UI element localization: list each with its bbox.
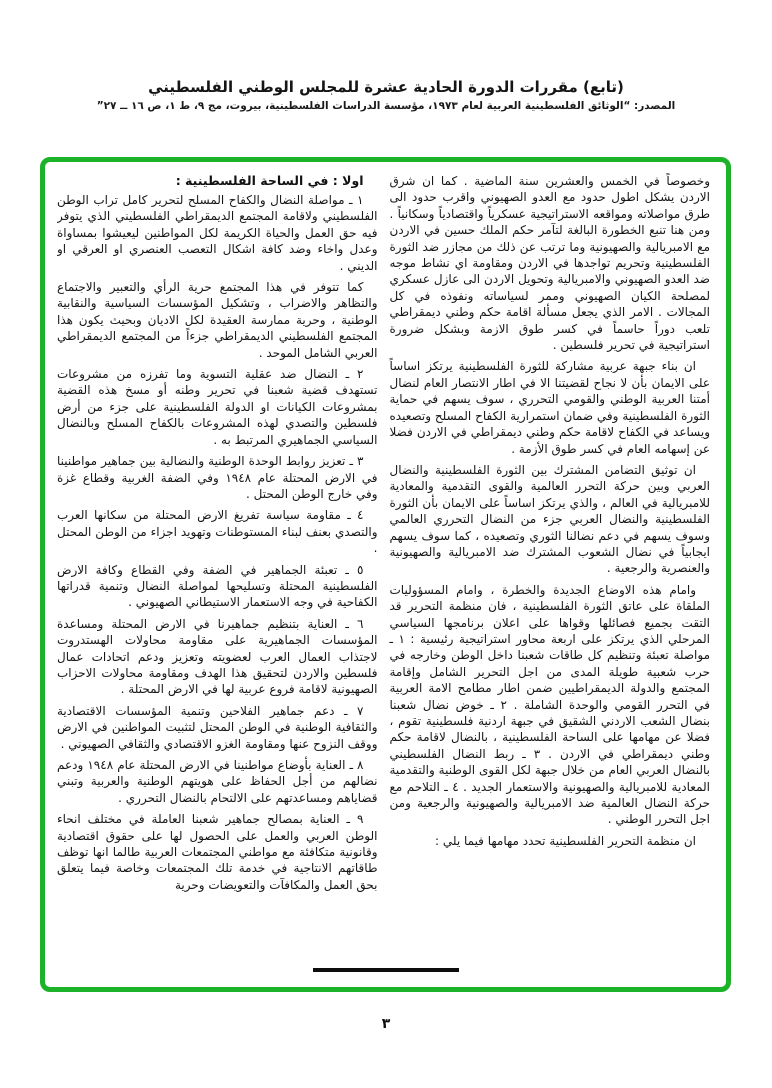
paragraph: وخصوصاً في الخمس والعشرين سنة الماضية . كما ان شرق الاردن يشكل اطول حدود مع العدو الصهيوني واقرب حدود الى طرق مواصلاته ومواقعه الاستراتيجية عسكرياً واقتصادياً وسكانياً . ومن هنا تنبع الخطورة البالغة لتآمر حكم الملك حسين في الاردن مع الامبريالية والصهيونية وما ترتب عن ذلك من مجازر ضد الثورة الفلسطينية وتحريم تواجدها في الاردن ومقاومة اي نشاط موجه ضد العدو الصهيوني والامبريالية وتحويل الاردن الى عازل عسكري لمصلحة الكيان الصهيوني وممر لسياساته ونفوذه في كل المجالات . الامر الذي يجعل مسألة اقامة حكم وطني ديمقراطي تلعب دوراً حاسماً في كسر طوق الازمة وبشكل ضرورة استراتيجية في تحرير فلسطين . [389,174,710,353]
page-header [0,78,772,112]
column-left [57,173,378,949]
paragraph: كما تتوفر في هذا المجتمع حرية الرأي والتعبير والاجتماع والتظاهر والاضراب ، وتشكيل المؤسسات السياسية والنقابية الوطنية ، وحرية ممارسة العقيدة لكل الاديان وبحيث يكون هذا المجتمع الفلسطيني الديمقراطي جزءاً من المجتمع الديمقراطي العربي الشامل الموحد . [57,280,378,360]
page-number: ٣ [381,1016,391,1032]
column-right [390,173,711,949]
list-item: ٩ ـ العناية بمصالح جماهير شعبنا العاملة في مختلف انحاء الوطن العربي والعمل على الحصول لها على حقوق اقتصادية وقانونية متكافئة مع مواطني المجتمعات العربية طالما انها توظف طاقاتهم الانتاجية في خدمة تلك المجتمعات وخاصة فيما يتعلق بحق العمل والمكافآت والتعويضات وحرية [57,812,378,892]
list-item: ٨ ـ العناية بأوضاع مواطنينا في الارض المحتلة عام ١٩٤٨ ودعم نضالهم من أجل الحفاظ على هويتهم الوطنية والعربية وتبني قضاياهم ومساعدتهم على الالتحام بالنضال التحرري . [57,758,378,805]
paragraph: ان بناء جبهة عربية مشاركة للثورة الفلسطينية يرتكز اساساً على الايمان بأن لا نجاح لقضيتنا الا في اطار الانتصار العام لنضال أمتنا العربية الوطني والقومي التحرري ، سوف يسهم في حماية الثورة الفلسطينية وفي ضمان استمرارية الكفاح المسلح وتصعيده ويساعد في الكفاح لاقامة حكم وطني ديمقراطي في الاردن فضلا عن إسهامه العام في كسر طوق الأزمة . [389,359,710,456]
text-columns [57,173,710,949]
list-item: ٥ ـ تعبئة الجماهير في الضفة وفي القطاع وكافة الارض الفلسطينية المحتلة وتسليحها لمواصلة النضال وتنمية قدراتها الكفاحية في وجه الاستعمار الاستيطاني الصهيوني . [57,562,378,610]
page-title: (تابع) مقررات الدورة الحادية عشرة للمجلس الوطني الفلسطيني [148,78,624,96]
list-item: ٤ ـ مقاومة سياسة تفريغ الارض المحتلة من سكانها العرب والتصدي بعنف لبناء المستوطنات وتهويد اجزاء من الوطن المحتل . [57,508,378,556]
source-citation: المصدر: “الوثائق الفلسطينية العربية لعام ١٩٧٣، مؤسسة الدراسات الفلسطينية، بيروت، مج ٩، ط ١، ص ١٦ ــ ٢٧” [96,100,676,112]
paragraph: ان توثيق التضامن المشترك بين الثورة الفلسطينية والنضال العربي وبين حركة التحرر العالمية والقوى التقدمية والمعادية للامبريالية في العالم ، والذي يرتكز اساساً على الايمان بأن الثورة الفلسطينية والنضال العربي جزء من النضال التحرري العالمي وسوف يسهم في دعم نضالنا الثوري وتصعيده ، كما سوف يسهم ايجابياً في نضال الشعوب المشترك ضد الامبريالية والصهيونية والعنصرية والرجعية . [389,462,710,576]
list-item: ٣ ـ تعزيز روابط الوحدة الوطنية والنضالية بين جماهير مواطنينا في الارض المحتلة عام ١٩٤٨ وفي الضفة الغربية وقطاع غزة وفي خارج الوطن المحتل . [57,454,378,501]
list-item: ٧ ـ دعم جماهير الفلاحين وتنمية المؤسسات الاقتصادية والثقافية الوطنية في الوطن المحتل لتثبيت المواطنين في الارض ووقف النزوح عنها ومقاومة الغزو الاقتصادي والثقافي الصهيوني . [57,703,378,751]
list-item: ٢ ـ النضال ضد عقلية التسوية وما تفرزه من مشروعات تستهدف قضية شعبنا في تحرير وطنه أو مسخ هذه القضية بمشروعات الكيانات او الدولة الفلسطينية على جزء من أرض فلسطين والتصدي لهذه المشروعات بالكفاح المسلح وبالنضال السياسي الجماهيري المرتبط به . [57,367,378,447]
paragraph: ان منظمة التحرير الفلسطينية تحدد مهامها فيما يلي : [434,833,696,848]
document-border-box [40,157,731,992]
section-heading: اولا : في الساحة الفلسطينية : [175,173,364,188]
list-item: ١ ـ مواصلة النضال والكفاح المسلح لتحرير كامل تراب الوطن الفلسطيني ولاقامة المجتمع الديمقراطي الفلسطيني الذي يتوفر فيه حق العمل والحياة الكريمة لكل المواطنين ليعيشوا بمساواة وعدل واخاء وضد كافة اشكال التعصب العنصري او العرقي او الديني . [57,193,378,273]
paragraph: وامام هذه الاوضاع الجديدة والخطرة ، وامام المسؤوليات الملقاة على عاتق الثورة الفلسطينية ، فان منظمة التحرير قد التقت بجميع فصائلها وقواها على اعلان برنامجها السياسي المرحلي الذي يرتكز على اربعة محاور استراتيجية رئيسية : ١ ـ مواصلة تعبئة وتنظيم كل طاقات شعبنا داخل الوطن وخارجه في حرب شعبية طويلة المدى من اجل التحرير الشامل وإقامة المجتمع والدولة الديمقراطيين ضمن اطار مطامح الامة العربية في التحرر القومي والوحدة الشاملة . ٢ ـ خوض نضال شعبنا بنضال الشعب الاردني الشقيق في جبهة اردنية فلسطينية تقوم ، فضلا عن مهامها على الساحة الفلسطينية ، بالنضال لاقامة حكم وطني ديمقراطي في الاردن . ٣ ـ ربط النضال الفلسطيني بالنضال العربي العام من خلال جبهة لكل القوى الوطنية والتقدمية المعادية للامبريالية والصهيونية والاستعمار الجديد . ٤ ـ التلاحم مع حركة النضال العالمية ضد الامبريالية والصهيونية والرجعية ومن اجل التحرر الوطني . [389,582,710,827]
list-item: ٦ ـ العناية بتنظيم جماهيرنا في الارض المحتلة ومساعدة المؤسسات الجماهيرية على مقاومة محاولات الهستدروت لاجتذاب العمال العرب لعضويته وتعزيز ودعم اتحادات عمال فلسطين والاردن لتحقيق هذا الهدف ومقاومة محاولات الاحزاب الصهيونية لاقامة فروع عربية لها في الارض المحتلة . [57,616,378,697]
section-divider-rule [313,968,459,972]
